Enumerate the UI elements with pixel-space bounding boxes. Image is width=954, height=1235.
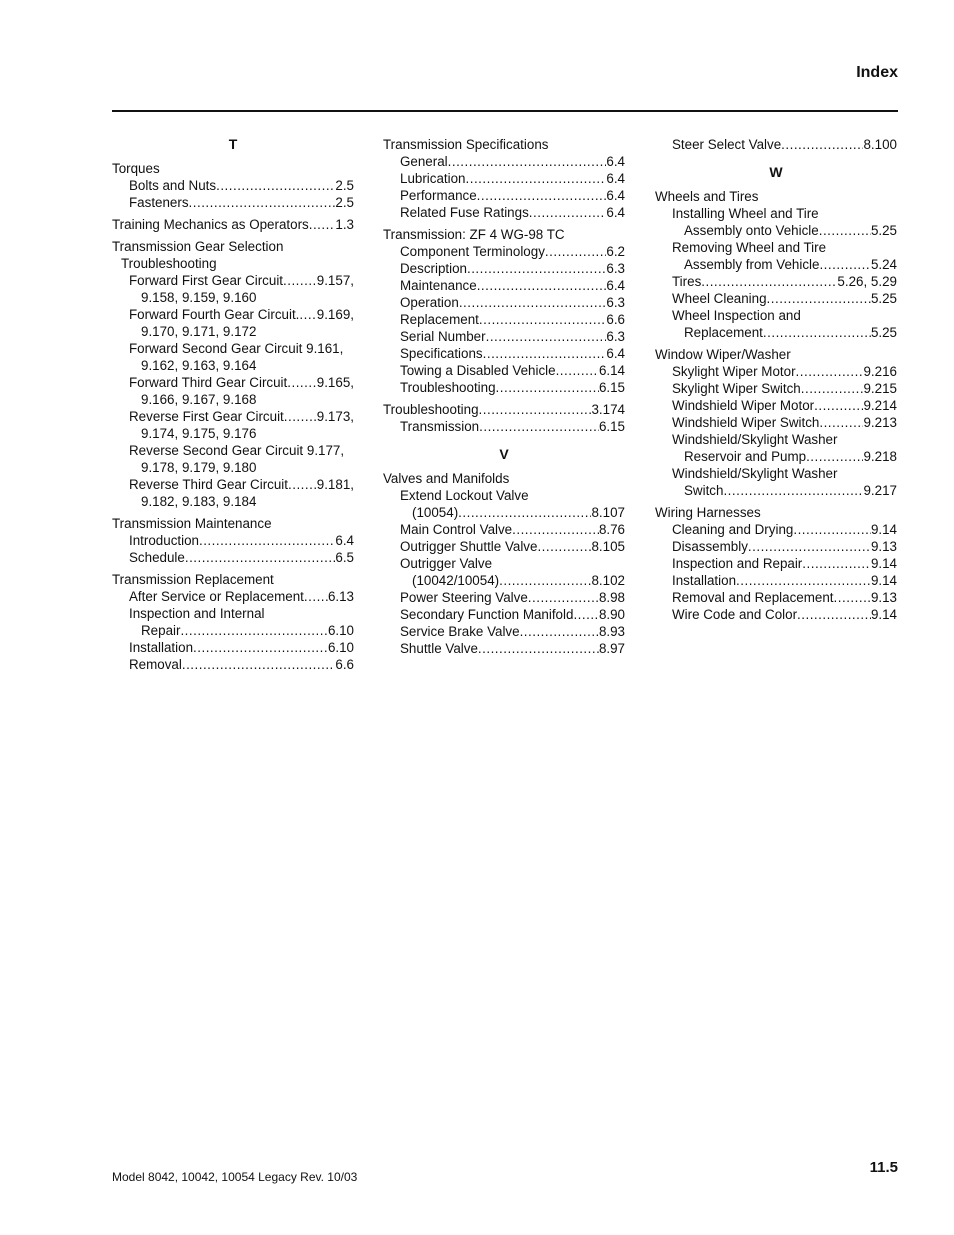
- dot-leader: [545, 243, 606, 260]
- page-reference: 6.15: [598, 380, 625, 395]
- index-term: Towing a Disabled Vehicle: [400, 363, 556, 378]
- page-reference: 8.107: [591, 505, 625, 520]
- dot-leader: [529, 204, 607, 221]
- dot-leader: [458, 504, 591, 521]
- page-reference: 5.24: [870, 257, 897, 272]
- index-line: [112, 656, 354, 673]
- index-line: [655, 504, 897, 521]
- dot-leader: [283, 272, 317, 289]
- index-entry: [112, 216, 354, 233]
- dot-leader: [459, 294, 607, 311]
- index-term: Reservoir and Pump: [684, 449, 807, 464]
- page-reference: 9.14: [870, 522, 897, 537]
- dot-leader: [801, 380, 864, 397]
- index-term: Windshield/Skylight Washer: [672, 432, 838, 447]
- index-term: Serial Number: [400, 329, 486, 344]
- index-line: [112, 160, 354, 177]
- index-term: Assembly from Vehicle: [684, 257, 820, 272]
- page-reference: 8.93: [598, 624, 625, 639]
- dot-leader: [496, 379, 599, 396]
- page-reference: 8.98: [598, 590, 625, 605]
- index-line: [112, 374, 354, 391]
- index-line: [383, 153, 625, 170]
- index-term: 9.178, 9.179, 9.180: [141, 460, 257, 475]
- page-reference: 2.5: [335, 178, 354, 193]
- dot-leader: [819, 222, 871, 239]
- page-reference: 6.10: [327, 640, 354, 655]
- index-line: [383, 204, 625, 221]
- index-entry: [383, 136, 625, 221]
- page-reference: 6.4: [606, 171, 625, 186]
- dot-leader: [819, 414, 863, 431]
- page-reference: 9.169,: [316, 307, 354, 322]
- index-term: Forward Second Gear Circuit 9.161,: [129, 341, 344, 356]
- page-reference: 9.14: [870, 607, 897, 622]
- section-letter: V: [499, 446, 509, 462]
- page-reference: 6.4: [606, 154, 625, 169]
- index-line: [383, 187, 625, 204]
- index-term: Power Steering Valve: [400, 590, 528, 605]
- dot-leader: [479, 311, 606, 328]
- page-reference: 8.100: [863, 137, 897, 152]
- page-number: 11.5: [869, 1159, 898, 1176]
- index-term: Installation: [129, 640, 194, 655]
- index-line: [655, 431, 897, 448]
- index-term: 9.174, 9.175, 9.176: [141, 426, 257, 441]
- index-line: [383, 606, 625, 623]
- dot-leader: [185, 549, 336, 566]
- index-line: [655, 448, 897, 465]
- index-line: [383, 623, 625, 640]
- index-line: [383, 170, 625, 187]
- index-line: [383, 260, 625, 277]
- index-line: [383, 521, 625, 538]
- index-line: [112, 622, 354, 639]
- index-term: Troubleshooting: [121, 256, 217, 271]
- index-column-2: [383, 136, 625, 662]
- page-reference: 5.25: [870, 291, 897, 306]
- index-line: [112, 532, 354, 549]
- page-reference: 9.181,: [316, 477, 354, 492]
- index-entry: [383, 470, 625, 657]
- index-column-1: [112, 136, 354, 678]
- index-term: Wheels and Tires: [655, 189, 759, 204]
- index-line: [383, 589, 625, 606]
- page-reference: 5.26, 5.29: [837, 274, 897, 289]
- index-line: [383, 277, 625, 294]
- dot-leader: [483, 345, 607, 362]
- index-line: [112, 493, 354, 510]
- index-line: [655, 256, 897, 273]
- index-term: Schedule: [129, 550, 185, 565]
- index-term: Transmission Specifications: [383, 137, 549, 152]
- dot-leader: [748, 538, 871, 555]
- index-term: Introduction: [129, 533, 199, 548]
- index-line: [655, 290, 897, 307]
- index-line: [112, 459, 354, 476]
- page-reference: 8.105: [591, 539, 625, 554]
- index-term: Extend Lockout Valve: [400, 488, 529, 503]
- index-term: Reverse Second Gear Circuit 9.177,: [129, 443, 345, 458]
- index-term: Wiring Harnesses: [655, 505, 761, 520]
- page-reference: 6.10: [327, 623, 354, 638]
- index-line: [655, 606, 897, 623]
- index-line: [112, 588, 354, 605]
- page-reference: 9.216: [863, 364, 897, 379]
- index-term: Windshield Wiper Switch: [672, 415, 820, 430]
- index-term: Forward Fourth Gear Circuit.: [129, 307, 300, 322]
- dot-leader: [834, 589, 871, 606]
- index-term: Transmission Maintenance: [112, 516, 272, 531]
- index-term: 9.182, 9.183, 9.184: [141, 494, 257, 509]
- dot-leader: [819, 256, 870, 273]
- page-reference: 9.165,: [316, 375, 354, 390]
- dot-leader: [814, 397, 863, 414]
- index-line: [112, 571, 354, 588]
- page-reference: 8.102: [591, 573, 625, 588]
- index-term: Specifications: [400, 346, 483, 361]
- page-reference: 8.76: [598, 522, 625, 537]
- index-line: [383, 226, 625, 243]
- index-entry: [112, 160, 354, 211]
- index-term: Outrigger Shuttle Valve: [400, 539, 538, 554]
- index-term: Bolts and Nuts: [129, 178, 217, 193]
- index-line: [655, 136, 897, 153]
- index-line: [383, 504, 625, 521]
- dot-leader: [512, 521, 599, 538]
- page-reference: 8.90: [598, 607, 625, 622]
- index-term: 9.170, 9.171, 9.172: [141, 324, 257, 339]
- index-entry: [655, 346, 897, 499]
- page-reference: 9.218: [863, 449, 897, 464]
- index-line: [112, 323, 354, 340]
- index-line: [655, 521, 897, 538]
- index-term: Reverse Third Gear Circuit: [129, 477, 289, 492]
- page-reference: 6.14: [598, 363, 625, 378]
- dot-leader: [199, 532, 335, 549]
- index-line: [655, 482, 897, 499]
- index-term: Replacement: [400, 312, 479, 327]
- index-line: [655, 222, 897, 239]
- page-reference: 6.4: [335, 533, 354, 548]
- index-line: [383, 136, 625, 153]
- dot-leader: [486, 328, 607, 345]
- page-title: Index: [856, 64, 898, 81]
- dot-leader: [288, 476, 317, 493]
- page-reference: 6.2: [606, 244, 625, 259]
- dot-leader: [299, 306, 316, 323]
- index-term: Wire Code and Color: [672, 607, 798, 622]
- index-term: 9.166, 9.167, 9.168: [141, 392, 257, 407]
- dot-leader: [701, 273, 837, 290]
- page-reference: 6.15: [598, 419, 625, 434]
- index-term: Disassembly: [672, 539, 748, 554]
- index-term: 9.158, 9.159, 9.160: [141, 290, 257, 305]
- index-term: Torques: [112, 161, 160, 176]
- index-line: [655, 273, 897, 290]
- page-reference: 9.213: [863, 415, 897, 430]
- index-line: [655, 380, 897, 397]
- dot-leader: [797, 606, 871, 623]
- index-line: [655, 205, 897, 222]
- dot-leader: [477, 277, 607, 294]
- index-term: (10054): [412, 505, 459, 520]
- dot-leader: [189, 194, 336, 211]
- index-entry: [112, 238, 354, 510]
- index-line: [112, 605, 354, 622]
- index-term: After Service or Replacement: [129, 589, 304, 604]
- index-line: [112, 476, 354, 493]
- page-reference: 9.13: [870, 590, 897, 605]
- index-line: [655, 307, 897, 324]
- dot-leader: [796, 363, 864, 380]
- index-line: [383, 538, 625, 555]
- dot-leader: [528, 589, 599, 606]
- index-line: [112, 216, 354, 233]
- index-term: Steer Select Valve: [672, 137, 782, 152]
- index-line: [383, 294, 625, 311]
- index-term: Maintenance: [400, 278, 477, 293]
- dot-leader: [309, 216, 336, 233]
- index-line: [112, 442, 354, 459]
- index-term: Cleaning and Drying: [672, 522, 794, 537]
- index-term: 9.162, 9.163, 9.164: [141, 358, 257, 373]
- index-line: [655, 538, 897, 555]
- dot-leader: [573, 606, 599, 623]
- index-term: Skylight Wiper Switch: [672, 381, 801, 396]
- page-reference: 6.4: [606, 278, 625, 293]
- index-line: [655, 465, 897, 482]
- section-letter: W: [769, 164, 783, 180]
- page-reference: 9.14: [870, 573, 897, 588]
- index-term: Outrigger Valve: [400, 556, 493, 571]
- index-term: Related Fuse Ratings: [400, 205, 529, 220]
- header-rule: [112, 110, 898, 112]
- index-entry: [383, 401, 625, 435]
- page-reference: 6.6: [606, 312, 625, 327]
- page-reference: 6.5: [335, 550, 354, 565]
- index-line: [655, 572, 897, 589]
- page-reference: 6.3: [606, 261, 625, 276]
- dot-leader: [479, 418, 599, 435]
- index-line: [655, 324, 897, 341]
- index-term: Reverse First Gear Circuit: [129, 409, 284, 424]
- index-term: Transmission: [400, 419, 480, 434]
- index-term: Description: [400, 261, 467, 276]
- index-line: [112, 272, 354, 289]
- index-line: [655, 589, 897, 606]
- index-term: Inspection and Internal: [129, 606, 265, 621]
- page-reference: 9.157,: [316, 273, 354, 288]
- index-line: [383, 243, 625, 260]
- index-term: Fasteners: [129, 195, 189, 210]
- index-term: Switch: [684, 483, 724, 498]
- dot-leader: [284, 408, 317, 425]
- index-line: [112, 340, 354, 357]
- index-line: [383, 418, 625, 435]
- index-term: Repair: [141, 623, 181, 638]
- page-reference: 9.215: [863, 381, 897, 396]
- index-line: [112, 515, 354, 532]
- index-line: [383, 401, 625, 418]
- index-line: [383, 379, 625, 396]
- page-reference: 9.14: [870, 556, 897, 571]
- index-term: Assembly onto Vehicle: [684, 223, 819, 238]
- index-term: Valves and Manifolds: [383, 471, 510, 486]
- page-reference: 6.6: [335, 657, 354, 672]
- index-term: Forward First Gear Circuit: [129, 273, 284, 288]
- index-term: Wheel Cleaning: [672, 291, 767, 306]
- index-line: [655, 397, 897, 414]
- index-term: Main Control Valve: [400, 522, 513, 537]
- index-term: Secondary Function Manifold: [400, 607, 574, 622]
- index-column-3: [655, 136, 897, 628]
- dot-leader: [193, 639, 328, 656]
- dot-leader: [304, 588, 328, 605]
- index-term: Installing Wheel and Tire: [672, 206, 819, 221]
- index-line: [112, 425, 354, 442]
- index-entry: [112, 571, 354, 673]
- index-line: [655, 346, 897, 363]
- page-reference: 9.13: [870, 539, 897, 554]
- index-entry: [383, 226, 625, 396]
- page-reference: 6.13: [327, 589, 354, 604]
- index-term: Transmission Replacement: [112, 572, 274, 587]
- index-line: [112, 194, 354, 211]
- index-term: Service Brake Valve: [400, 624, 520, 639]
- index-term: Troubleshooting: [400, 380, 496, 395]
- dot-leader: [520, 623, 599, 640]
- index-term: Training Mechanics as Operators: [112, 217, 309, 232]
- index-line: [112, 639, 354, 656]
- index-entry: [655, 136, 897, 153]
- index-line: [112, 408, 354, 425]
- page-reference: 2.5: [335, 195, 354, 210]
- index-term: Wheel Inspection and: [672, 308, 801, 323]
- index-line: [655, 239, 897, 256]
- index-term: General: [400, 154, 448, 169]
- index-term: Transmission Gear Selection: [112, 239, 284, 254]
- dot-leader: [448, 153, 607, 170]
- dot-leader: [802, 555, 871, 572]
- index-entry: [655, 504, 897, 623]
- dot-leader: [793, 521, 871, 538]
- index-term: Inspection and Repair: [672, 556, 803, 571]
- index-line: [655, 414, 897, 431]
- index-term: Installation: [672, 573, 737, 588]
- index-line: [112, 391, 354, 408]
- index-line: [383, 555, 625, 572]
- index-line: [383, 362, 625, 379]
- index-term: Transmission: ZF 4 WG-98 TC: [383, 227, 565, 242]
- index-term: Component Terminology: [400, 244, 545, 259]
- index-term: (10042/10054): [412, 573, 500, 588]
- dot-leader: [763, 324, 871, 341]
- index-line: [383, 572, 625, 589]
- index-term: Forward Third Gear Circuit: [129, 375, 288, 390]
- dot-leader: [499, 572, 591, 589]
- page-reference: 6.4: [606, 188, 625, 203]
- index-term: Window Wiper/Washer: [655, 347, 791, 362]
- footer-model-revision: Model 8042, 10042, 10054 Legacy Rev. 10/03: [112, 1170, 358, 1184]
- index-line: [383, 640, 625, 657]
- index-line: [655, 188, 897, 205]
- page-reference: 9.217: [863, 483, 897, 498]
- index-line: [112, 289, 354, 306]
- page-reference: 6.4: [606, 205, 625, 220]
- dot-leader: [479, 401, 592, 418]
- dot-leader: [806, 448, 863, 465]
- index-term: Skylight Wiper Motor: [672, 364, 796, 379]
- dot-leader: [537, 538, 591, 555]
- dot-leader: [736, 572, 871, 589]
- index-term: Performance: [400, 188, 477, 203]
- index-line: [112, 306, 354, 323]
- dot-leader: [556, 362, 599, 379]
- dot-leader: [781, 136, 863, 153]
- page-reference: 1.3: [335, 217, 354, 232]
- index-term: Lubrication: [400, 171, 466, 186]
- dot-leader: [478, 640, 599, 657]
- page-reference: 5.25: [870, 325, 897, 340]
- index-line: [383, 328, 625, 345]
- index-term: Removal and Replacement: [672, 590, 834, 605]
- index-term: Tires: [672, 274, 702, 289]
- dot-leader: [216, 177, 335, 194]
- dot-leader: [180, 622, 327, 639]
- dot-leader: [467, 260, 606, 277]
- page-reference: 9.173,: [316, 409, 354, 424]
- page-reference: 9.214: [863, 398, 897, 413]
- index-line: [383, 470, 625, 487]
- index-line: [112, 255, 354, 272]
- page-reference: 6.4: [606, 346, 625, 361]
- dot-leader: [723, 482, 863, 499]
- index-line: [383, 487, 625, 504]
- index-entry: [655, 188, 897, 341]
- dot-leader: [466, 170, 607, 187]
- index-line: [112, 177, 354, 194]
- index-term: Removal: [129, 657, 182, 672]
- index-term: Windshield/Skylight Washer: [672, 466, 838, 481]
- index-line: [112, 357, 354, 374]
- index-term: Operation: [400, 295, 459, 310]
- index-line: [383, 345, 625, 362]
- index-line: [655, 555, 897, 572]
- page-reference: 3.174: [591, 402, 625, 417]
- index-line: [112, 238, 354, 255]
- index-term: Shuttle Valve: [400, 641, 478, 656]
- page-reference: 6.3: [606, 329, 625, 344]
- dot-leader: [477, 187, 607, 204]
- index-term: Removing Wheel and Tire: [672, 240, 827, 255]
- section-letter: T: [228, 136, 238, 152]
- dot-leader: [182, 656, 336, 673]
- index-term: Windshield Wiper Motor: [672, 398, 815, 413]
- index-line: [112, 549, 354, 566]
- index-term: Troubleshooting: [383, 402, 479, 417]
- index-line: [655, 363, 897, 380]
- page-reference: 8.97: [598, 641, 625, 656]
- page-reference: 5.25: [870, 223, 897, 238]
- dot-leader: [287, 374, 317, 391]
- index-term: Replacement: [684, 325, 763, 340]
- index-entry: [112, 515, 354, 566]
- page-reference: 6.3: [606, 295, 625, 310]
- dot-leader: [767, 290, 871, 307]
- index-line: [383, 311, 625, 328]
